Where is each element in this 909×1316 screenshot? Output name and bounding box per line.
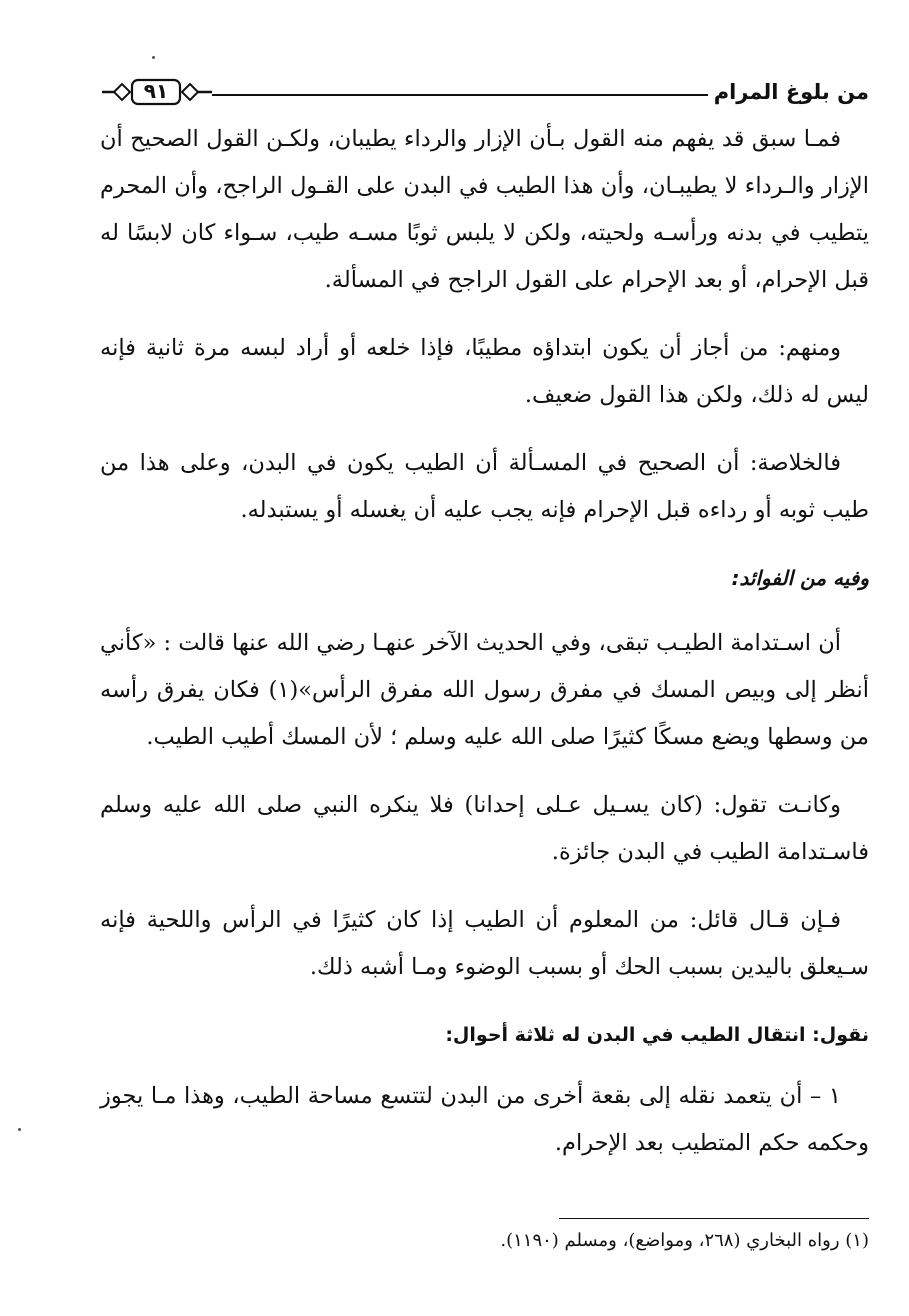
three-states-heading: نقول: انتقال الطيب في البدن له ثلاثة أحوال: xyxy=(445,1024,869,1046)
page-number: ٩١ xyxy=(143,79,169,103)
paragraph-4: أن اسـتدامة الطيـب تبقى، وفي الحديث الآخر عنهـا رضي الله عنها قالت : «كأني أنظر إلى وبيص المسك في مفرق رسول الله مفرق الرأس»(١) فكان يفرق رأسه من وسطها ويضع مسكًا كثيرًا صلى الله عليه وسلم ؛ لأن المسك أطيب الطيب. xyxy=(100,630,869,750)
benefits-heading: وفيه من الفوائد: xyxy=(731,566,869,590)
main-text xyxy=(100,116,869,1188)
footnote: (١) رواه البخاري (٢٦٨، ومواضع)، ومسلم (١١٩٠). xyxy=(500,1230,869,1251)
paragraph-7: ١ – أن يتعمد نقله إلى بقعة أخرى من البدن لتتسع مساحة الطيب، وهذا مـا يجوز وحكمه حكم المتطيب بعد الإحرام. xyxy=(100,1083,869,1156)
page-number-ornament xyxy=(100,75,212,109)
paragraph-3: فالخلاصة: أن الصحيح في المسـألة أن الطيب يكون في البدن، وعلى هذا من طيب ثوبه أو رداءه قبل الإحرام فإنه يجب عليه أن يغسله أو يستبدله. xyxy=(100,450,869,523)
scan-speck xyxy=(152,56,155,59)
paragraph-2: ومنهم: من أجاز أن يكون ابتداؤه مطيبًا، فإذا خلعه أو أراد لبسه مرة ثانية فإنه ليس له ذلك، ولكن هذا القول ضعيف. xyxy=(100,335,869,408)
footnote-rule xyxy=(559,1218,869,1219)
paragraph-6: فـإن قـال قائل: من المعلوم أن الطيب إذا كان كثيرًا في الرأس واللحية فإنه سـيعلق باليدين بسبب الحك أو بسبب الوضوء ومـا أشبه ذلك. xyxy=(100,907,869,980)
scan-speck xyxy=(18,1128,21,1131)
running-title: من بلوغ المرام xyxy=(713,80,869,104)
header-rule xyxy=(212,94,708,96)
paragraph-5: وكانـت تقول: (كان يسـيل عـلى إحدانا) فلا ينكره النبي صلى الله عليه وسلم فاسـتدامة الطيب في البدن جائزة. xyxy=(100,792,869,865)
paragraph-1: فمـا سبق قد يفهم منه القول بـأن الإزار والرداء يطيبان، ولكـن القول الصحيح أن الإزار والـرداء لا يطيبـان، وأن هذا الطيب في البدن على القـول الراجح، وأن المحرم يتطيب في بدنه ورأسـه ولحيته، ولكن لا يلبس ثوبًا مسـه طيب، سـواء كان لابسًا له قبل الإحرام، أو بعد الإحرام على القول الراجح في المسألة. xyxy=(100,126,869,293)
page-header xyxy=(100,70,869,114)
